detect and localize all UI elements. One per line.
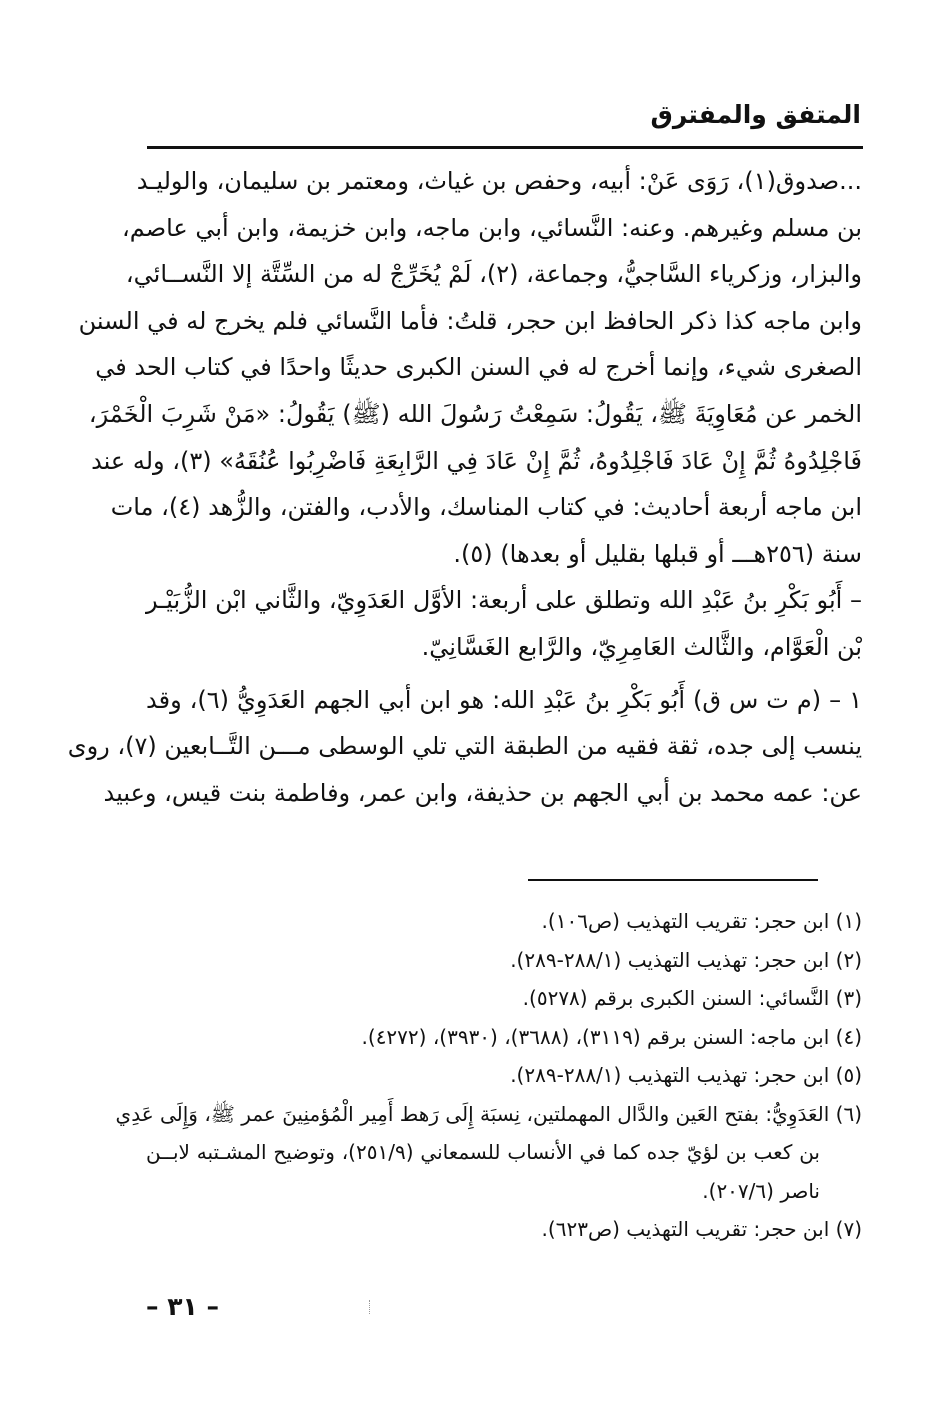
entry-heading-line: – أَبُو بَكْرِ بنُ عَبْدِ الله وتطلق على أربعة: الأوَّل العَدَوِيّ، والثَّاني ابْن الزُّبَيْـر [146,586,862,615]
body-line: فَاجْلِدُوهُ ثُمَّ إِنْ عَادَ فَاجْلِدُوهُ، ثُمَّ إِنْ عَادَ فِي الرَّابِعَةِ فَاضْرِبُوا عُنُقَهُ» (٣)، وله عند [91,446,862,475]
footnote-separator [528,879,818,881]
page-number: – ٣١ – [146,1292,219,1321]
footnote-4: (٤) ابن ماجه: السنن برقم (٣١١٩)، (٣٦٨٨)، (٣٩٣٠)، (٤٢٧٢). [361,1024,862,1049]
main-body-text [67,158,862,816]
running-header-title: المتفق والمفترق [650,100,861,129]
footnotes-block [115,902,862,1249]
footnote-5: (٥) ابن حجر: تهذيب التهذيب (٢٨٨/١-٢٨٩). [510,1063,862,1087]
body-line: بن مسلم وغيرهم. وعنه: النَّسائي، وابن ماجه، وابن خزيمة، وابن أبي عاصم، [122,213,862,242]
scan-speck [369,1300,373,1314]
body-line: الصغرى شيء، وإنما أخرج له في السنن الكبرى حديثًا واحدًا في كتاب الحد في [95,353,862,382]
body-line: ...صدوق(١)، رَوَى عَنْ: أبيه، وحفص بن غياث، ومعتمر بن سليمان، والوليـد [136,167,862,195]
body-line: ابن ماجه أربعة أحاديث: في كتاب المناسك، والأدب، والفتن، والزُّهد (٤)، مات [110,493,862,522]
footnote-6-continuation: بن كعب بن لؤيّ جده كما في الأنساب للسمعاني (٢٥١/٩)، وتوضيح المشـتبه لابــن [146,1140,820,1164]
body-line: وابن ماجه كذا ذكر الحافظ ابن حجر، قلتُ: فأما النَّسائي فلم يخرج له في السنن [78,306,862,335]
footnote-7: (٧) ابن حجر: تقريب التهذيب (ص٦٢٣). [541,1217,862,1241]
footnote-2: (٢) ابن حجر: تهذيب التهذيب (٢٨٨/١-٢٨٩). [510,947,862,972]
footnote-1: (١) ابن حجر: تقريب التهذيب (ص١٠٦). [541,909,862,933]
entry-heading-line: بْن الْعَوَّام، والثَّالث العَامِرِيّ، والرَّابع الغَسَّانِيّ. [421,632,862,661]
footnote-3: (٣) النَّسائي: السنن الكبرى برقم (٥٢٧٨). [522,986,862,1010]
body-line: والبزار، وزكرياء السَّاجيُّ، وجماعة، (٢)، لَمْ يُخَرِّجْ له من السِّتَّة إلا النَّســائي، [125,260,862,289]
numbered-entry-line: عن: عمه محمد بن أبي الجهم بن حذيفة، وابن عمر، وفاطمة بنت قيس، وعبيد [103,778,862,807]
body-line: الخمر عن مُعَاوِيَةَ ﷺ، يَقُولُ: سَمِعْتُ رَسُولَ الله (ﷺ) يَقُولُ: «مَنْ شَرِبَ الْخَمْرَ، [88,399,862,428]
header-rule [147,146,863,149]
footnote-6-continuation: ناصر (٢٠٧/٦). [702,1178,820,1203]
numbered-entry-line: ينسب إلى جده، ثقة فقيه من الطبقة التي تلي الوسطى مـــن التَّــابعين (٧)، روى [67,732,862,761]
body-line: سنة (٢٥٦هـــ أو قبلها بقليل أو بعدها) (٥). [453,539,862,568]
footnote-6: (٦) العَدَوِيُّ: بفتح العَين والدَّال المهملتين، نِسبَة إِلَى رَهط أَمِير الْمُؤمنِينَ عمر ﷺ، وَإِلَى عَدِي [115,1101,862,1126]
numbered-entry-line: ١ – (م ت س ق) أَبُو بَكْرِ بنُ عَبْدِ الله: هو ابن أبي الجهم العَدَوِيُّ (٦)، وقد [146,685,862,714]
